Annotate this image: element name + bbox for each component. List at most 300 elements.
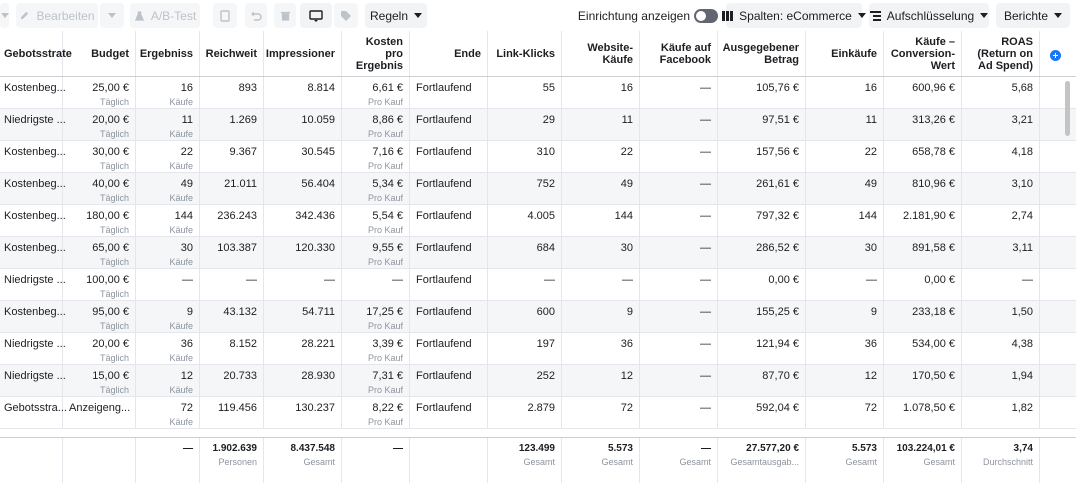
cell-value: 144 (858, 210, 877, 222)
cell-value: — (1022, 274, 1033, 286)
cell-value: 180,00 € (86, 210, 129, 222)
cell-cost-per-result (342, 237, 410, 268)
tag-icon (340, 10, 352, 22)
cell-value: 20,00 € (92, 338, 129, 350)
cell-conversion-value (884, 301, 962, 332)
cell-budget (63, 173, 136, 204)
cell-purchases (806, 173, 884, 204)
cell-cost-per-result (342, 109, 410, 140)
cell-impressions (264, 173, 342, 204)
cell-results (136, 109, 200, 140)
cell-value: 9 (186, 306, 193, 318)
cell-value: — (866, 274, 877, 286)
cell-strategy (0, 438, 63, 483)
cell-value: 30 (180, 242, 193, 254)
cell-value: 22 (180, 146, 193, 158)
cell-value: 752 (536, 178, 555, 190)
cell-amount-spent (718, 365, 806, 396)
cell-value: 797,32 € (756, 210, 799, 222)
cell-purchases (806, 237, 884, 268)
header-roas[interactable]: ROAS (Return on Ad Spend) (962, 31, 1040, 76)
cell-value: 72 (180, 402, 193, 414)
cell-value: 6,61 € (372, 82, 403, 94)
cell-impressions (264, 141, 342, 172)
cell-value: Kostenbeg... (4, 146, 66, 158)
cell-budget (63, 269, 136, 300)
cell-budget (63, 333, 136, 364)
preview-button[interactable] (300, 3, 332, 28)
cell-cost-per-result (342, 365, 410, 396)
cell-value: 658,78 € (912, 146, 955, 158)
cell-conversion-value (884, 397, 962, 428)
cell-value: — (700, 82, 711, 94)
cell-cost-per-result (342, 438, 410, 483)
cell-amount-spent (718, 205, 806, 236)
cell-subtext: Pro Kauf (367, 129, 403, 139)
cell-subtext: Pro Kauf (367, 353, 403, 363)
cell-results (136, 77, 200, 108)
cell-value: 27.577,20 € (746, 443, 799, 454)
cell-budget (63, 109, 136, 140)
cell-value: 12 (620, 370, 633, 382)
table-row[interactable] (0, 109, 1076, 141)
cell-subtext: Käufe (169, 129, 193, 139)
cell-value: 12 (180, 370, 193, 382)
scrollbar[interactable] (1065, 81, 1070, 136)
cell-subtext: Pro Kauf (367, 385, 403, 395)
cell-value: 29 (542, 114, 555, 126)
cell-value: — (700, 402, 711, 414)
cell-impressions (264, 109, 342, 140)
cell-subtext: Täglich (99, 161, 129, 171)
cell-reach (200, 397, 264, 428)
cell-results (136, 173, 200, 204)
header-amount-spent[interactable]: Ausgegebener Betrag (718, 31, 806, 76)
header-strategy[interactable]: Gebotsstrate (0, 31, 63, 76)
cell-value: 684 (536, 242, 555, 254)
cell-cost-per-result (342, 397, 410, 428)
cell-value: 7,31 € (372, 370, 403, 382)
cell-value: 43.132 (223, 306, 257, 318)
cell-conversion-value (884, 333, 962, 364)
cell-value: — (700, 146, 711, 158)
cell-cost-per-result (342, 333, 410, 364)
cell-value: 5.573 (607, 443, 633, 454)
cell-value: 11 (621, 114, 633, 126)
cell-value: — (701, 443, 711, 454)
cell-results (136, 301, 200, 332)
cell-value: 22 (864, 146, 877, 158)
cell-value: — (700, 242, 711, 254)
cell-roas (962, 77, 1040, 108)
cell-website-purchases (562, 205, 640, 236)
cell-strategy (0, 333, 66, 364)
cell-subtext: Täglich (99, 353, 129, 363)
header-cost-per-result[interactable]: Kosten pro Ergebnis (342, 31, 410, 76)
cell-value: Fortlaufend (416, 82, 472, 94)
cell-value: 3,21 (1011, 114, 1033, 126)
trash-icon (280, 10, 291, 22)
cell-value: 286,52 € (756, 242, 799, 254)
cell-strategy (0, 237, 66, 268)
cell-roas (962, 333, 1040, 364)
cell-value: 9.367 (229, 146, 257, 158)
cell-value: 233,18 € (912, 306, 955, 318)
tag-button[interactable] (334, 3, 358, 28)
cell-end (410, 77, 488, 108)
cell-end (410, 301, 488, 332)
cell-strategy (0, 205, 66, 236)
cell-value: — (700, 338, 711, 350)
header-budget[interactable]: Budget (63, 31, 136, 76)
cell-link-clicks (488, 237, 562, 268)
cell-value: 25,00 € (92, 82, 129, 94)
cell-value: 252 (536, 370, 555, 382)
cell-value: 30 (864, 242, 877, 254)
cell-subtext: Pro Kauf (367, 161, 403, 171)
cell-strategy (0, 397, 67, 428)
cell-reach (200, 173, 264, 204)
cell-subtext: Täglich (99, 193, 129, 203)
cell-end (410, 397, 488, 428)
delete-button[interactable] (274, 3, 296, 28)
cell-conversion-value (884, 237, 962, 268)
cell-value: 3,39 € (372, 338, 403, 350)
cell-value: 2.879 (527, 402, 555, 414)
cell-value: — (700, 114, 711, 126)
cell-value: 810,96 € (912, 178, 955, 190)
cell-value: 16 (180, 82, 193, 94)
cell-roas (962, 269, 1040, 300)
cell-value: 15,00 € (92, 370, 129, 382)
edit-dropdown-button[interactable] (100, 3, 124, 28)
cell-cost-per-result (342, 77, 410, 108)
table-row[interactable] (0, 365, 1076, 397)
edit-button[interactable] (16, 3, 98, 28)
cell-value: 121,94 € (756, 338, 799, 350)
cell-subtext: Pro Kauf (367, 321, 403, 331)
cell-budget (63, 365, 136, 396)
pencil-icon (19, 10, 30, 21)
cell-results (136, 141, 200, 172)
cell-reach (200, 77, 264, 108)
cell-value: Fortlaufend (416, 370, 472, 382)
table-row[interactable] (0, 333, 1076, 365)
cell-end (410, 438, 488, 483)
cell-results (136, 438, 200, 483)
header-facebook-purchases[interactable]: Käufe auf Facebook (640, 31, 718, 76)
totals-row[interactable] (0, 437, 1076, 483)
cell-website-purchases (562, 77, 640, 108)
cell-budget (63, 438, 136, 483)
cell-value: 197 (536, 338, 555, 350)
cell-value: 72 (864, 402, 877, 414)
cell-value: 5.573 (851, 443, 877, 454)
table-row[interactable] (0, 141, 1076, 173)
cell-facebook-purchases (640, 77, 718, 108)
columns-button[interactable] (726, 3, 862, 28)
cell-value: 17,25 € (366, 306, 403, 318)
reports-label: Berichte (1003, 8, 1049, 23)
cell-roas (962, 397, 1040, 428)
cell-value: 49 (864, 178, 877, 190)
breakdown-icon (870, 11, 881, 21)
cell-value: 8,86 € (372, 114, 403, 126)
cell-value: 30 (620, 242, 633, 254)
cell-end (410, 141, 488, 172)
cell-value: 313,26 € (912, 114, 955, 126)
cell-facebook-purchases (640, 301, 718, 332)
cell-subtext: Personen (218, 457, 257, 467)
cell-subtext: Täglich (99, 225, 129, 235)
cell-roas (962, 173, 1040, 204)
cell-value: 3,10 (1011, 178, 1033, 190)
cell-subtext: Täglich (99, 289, 129, 299)
cell-value: 8,22 € (372, 402, 403, 414)
cell-amount-spent (718, 141, 806, 172)
table-header (0, 31, 1076, 77)
cell-value: — (392, 274, 403, 286)
cell-cost-per-result (342, 269, 410, 300)
cell-purchases (806, 301, 884, 332)
cell-end (410, 173, 488, 204)
cell-value: 310 (536, 146, 555, 158)
cell-value: 10.059 (301, 114, 335, 126)
cell-link-clicks (488, 397, 562, 428)
cell-value: 2.181,90 € (903, 210, 955, 222)
cell-subtext: Täglich (99, 321, 129, 331)
cell-website-purchases (562, 438, 640, 483)
cell-roas (962, 109, 1040, 140)
cell-value: 30.545 (301, 146, 335, 158)
header-website-purchases[interactable]: Website-Käufe (562, 31, 640, 76)
columns-label: Spalten: eCommerce (739, 8, 852, 23)
cell-subtext: Pro Kauf (367, 193, 403, 203)
ab-test-button[interactable] (130, 3, 200, 28)
cell-cost-per-result (342, 205, 410, 236)
table-row[interactable] (0, 77, 1076, 109)
cell-value: 65,00 € (92, 242, 129, 254)
cell-value: 9 (626, 306, 633, 318)
cell-conversion-value (884, 109, 962, 140)
cell-value: 55 (542, 82, 555, 94)
cell-value: 3,11 (1012, 242, 1033, 254)
cell-facebook-purchases (640, 365, 718, 396)
cell-value: 5,68 (1011, 82, 1033, 94)
cell-link-clicks (488, 301, 562, 332)
cell-results (136, 269, 200, 300)
cell-value: 28.221 (301, 338, 335, 350)
cell-value: 261,61 € (756, 178, 799, 190)
toolbar-dropdown-left[interactable] (0, 3, 9, 28)
cell-subtext: Käufe (169, 161, 193, 171)
header-purchases[interactable]: Einkäufe (806, 31, 884, 76)
cell-value: Kostenbeg... (4, 82, 66, 94)
cell-end (410, 333, 488, 364)
cell-value: 16 (864, 82, 877, 94)
cell-subtext: Käufe (169, 193, 193, 203)
cell-roas (962, 205, 1040, 236)
cell-budget (63, 77, 136, 108)
cell-value: 12 (864, 370, 877, 382)
header-conversion-value[interactable]: Käufe – Conversion-Wert (884, 31, 962, 76)
cell-conversion-value (884, 438, 962, 483)
rules-label: Regeln (369, 8, 409, 23)
undo-button[interactable] (245, 3, 267, 28)
cell-impressions (264, 237, 342, 268)
table-row[interactable] (0, 269, 1076, 301)
cell-value: 157,56 € (756, 146, 799, 158)
cell-subtext: Käufe (169, 385, 193, 395)
cell-results (136, 237, 200, 268)
table-row[interactable] (0, 173, 1076, 205)
table-row[interactable] (0, 205, 1076, 237)
cell-value: 7,16 € (372, 146, 403, 158)
breakdown-button[interactable] (869, 3, 989, 28)
cell-value: 119.456 (218, 402, 257, 414)
cell-impressions (264, 438, 342, 483)
cell-value: — (700, 210, 711, 222)
cell-value: Fortlaufend (416, 338, 472, 350)
cell-value: 236.243 (217, 210, 257, 222)
cell-link-clicks (488, 109, 562, 140)
cell-conversion-value (884, 365, 962, 396)
cell-strategy (0, 269, 66, 300)
edit-label: Bearbeiten (36, 8, 95, 23)
cell-purchases (806, 269, 884, 300)
cell-value: 0,00 € (768, 274, 799, 286)
cell-facebook-purchases (640, 269, 718, 300)
cell-reach (200, 438, 264, 483)
cell-subtext: Käufe (169, 257, 193, 267)
cell-strategy (0, 173, 66, 204)
cell-strategy (0, 77, 66, 108)
cell-value: 11 (181, 114, 193, 126)
cell-conversion-value (884, 173, 962, 204)
header-link-clicks[interactable]: Link-Klicks (488, 31, 562, 76)
cell-value: 144 (174, 210, 193, 222)
cell-value: — (324, 274, 335, 286)
cell-value: 3,74 (1013, 443, 1033, 454)
cell-value: 4,38 (1011, 338, 1033, 350)
cell-link-clicks (488, 77, 562, 108)
cell-facebook-purchases (640, 333, 718, 364)
table-row[interactable] (0, 237, 1076, 269)
cell-value: Kostenbeg... (4, 242, 66, 254)
cell-website-purchases (562, 365, 640, 396)
cell-value: 97,51 € (762, 114, 799, 126)
duplicate-button[interactable] (213, 3, 237, 28)
cell-subtext: Pro Kauf (367, 97, 403, 107)
cell-subtext: Täglich (99, 97, 129, 107)
cell-value: 4,18 (1011, 146, 1033, 158)
cell-value: — (544, 274, 555, 286)
header-reach[interactable]: Reichweit (200, 31, 264, 76)
cell-purchases (806, 438, 884, 483)
table-row[interactable] (0, 397, 1076, 429)
cell-reach (200, 237, 264, 268)
cell-value: Kostenbeg... (4, 210, 66, 222)
cell-purchases (806, 333, 884, 364)
cell-value: 600,96 € (912, 82, 955, 94)
cell-budget (63, 237, 136, 268)
cell-value: 105,76 € (756, 82, 799, 94)
cell-link-clicks (488, 173, 562, 204)
ab-test-label: A/B-Test (150, 8, 197, 23)
cell-cost-per-result (342, 141, 410, 172)
header-end[interactable]: Ende (410, 31, 488, 76)
cell-roas (962, 438, 1040, 483)
cell-value: 22 (620, 146, 633, 158)
cell-value: 54.711 (302, 306, 335, 318)
cell-subtext: Gesamt (523, 457, 555, 467)
cell-value: 8.152 (229, 338, 257, 350)
cell-value: Fortlaufend (416, 274, 472, 286)
cell-roas (962, 237, 1040, 268)
cell-value: 120.330 (295, 242, 335, 254)
cell-budget (63, 141, 136, 172)
reports-button[interactable] (996, 3, 1070, 28)
cell-value: — (700, 178, 711, 190)
cell-website-purchases (562, 109, 640, 140)
cell-value: 49 (620, 178, 633, 190)
cell-end (410, 365, 488, 396)
cell-value: 36 (180, 338, 193, 350)
cell-impressions (264, 269, 342, 300)
cell-conversion-value (884, 141, 962, 172)
cell-website-purchases (562, 237, 640, 268)
cell-subtext: Täglich (99, 385, 129, 395)
cell-purchases (806, 397, 884, 428)
cell-results (136, 333, 200, 364)
cell-value: Fortlaufend (416, 402, 472, 414)
cell-amount-spent (718, 109, 806, 140)
cell-value: 1,94 (1011, 370, 1033, 382)
cell-subtext: Gesamt (679, 457, 711, 467)
add-column-icon[interactable] (1050, 50, 1061, 61)
setup-toggle[interactable] (694, 9, 718, 23)
header-results[interactable]: Ergebniss (136, 31, 200, 76)
cell-value: Gebotsstra... (4, 402, 67, 414)
cell-website-purchases (562, 141, 640, 172)
cell-budget (63, 301, 136, 332)
cell-conversion-value (884, 77, 962, 108)
cell-value: Niedrigste ... (4, 370, 66, 382)
cell-value: 49 (180, 178, 193, 190)
header-impressions[interactable]: Impressioner (264, 31, 342, 76)
cell-value: 592,04 € (756, 402, 799, 414)
cell-value: 100,00 € (86, 274, 129, 286)
cell-link-clicks (488, 141, 562, 172)
cell-value: 9,55 € (372, 242, 403, 254)
cell-reach (200, 365, 264, 396)
cell-value: 1,82 (1011, 402, 1033, 414)
cell-value: Kostenbeg... (4, 306, 66, 318)
cell-reach (200, 141, 264, 172)
cell-reach (200, 205, 264, 236)
cell-value: 170,50 € (912, 370, 955, 382)
rules-button[interactable] (365, 3, 427, 28)
cell-value: 72 (620, 402, 633, 414)
cell-value: Kostenbeg... (4, 178, 66, 190)
table-row[interactable] (0, 301, 1076, 333)
cell-value: Fortlaufend (416, 242, 472, 254)
flask-icon (134, 10, 145, 22)
setup-label-text: Einrichtung anzeigen (577, 8, 690, 23)
cell-budget (63, 397, 136, 428)
cell-roas (962, 301, 1040, 332)
cell-strategy (0, 365, 66, 396)
